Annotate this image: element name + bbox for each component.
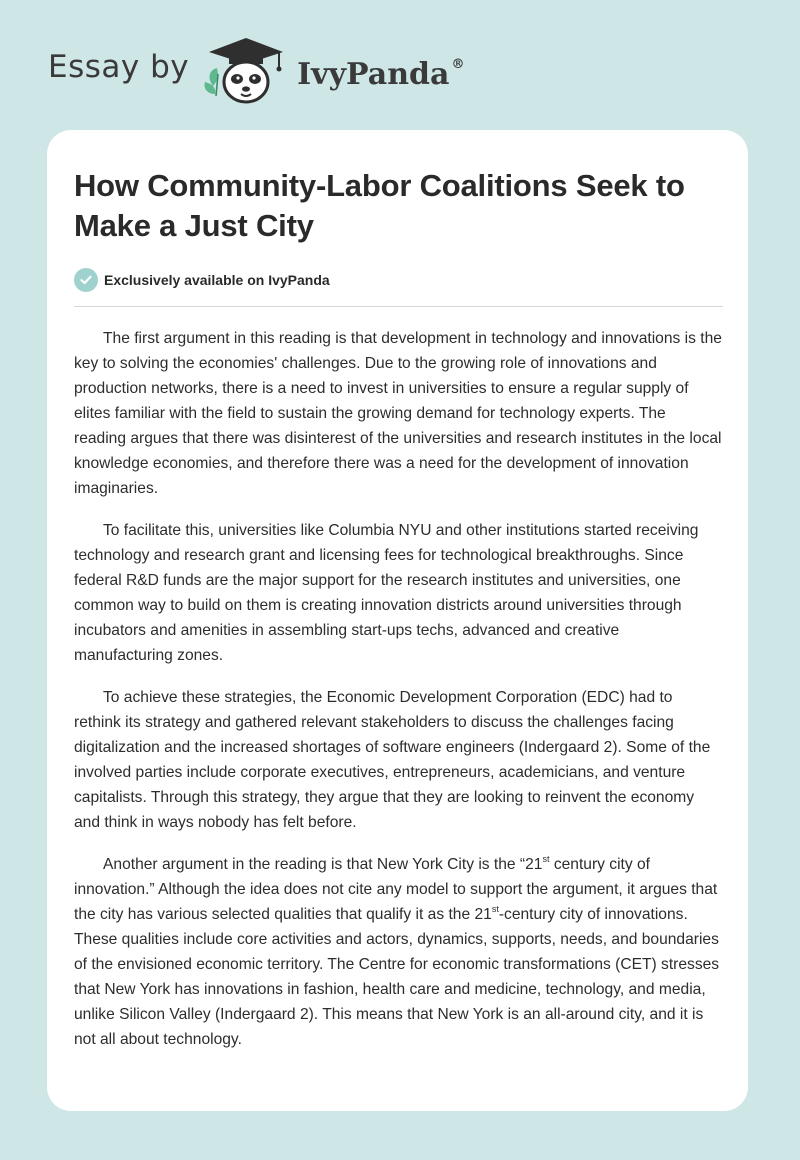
essay-by-label: Essay by [48,49,190,85]
essay-card [47,130,748,1111]
paragraph: Another argument in the reading is that New York City is the “21st century city of innovation.” Although the idea does not cite any model to support the argument, it argues that the city has various selected qualities that qualify it as the 21st-century city of innovations. These qualities include core activities and actors, dynamics, supports, needs, and boundaries of the envisioned economic territory. The Centre for economic transformations (CET) stresses that New York has innovations in fashion, health care and medicine, technology, and media, unlike Silicon Valley (Indergaard 2). This means that New York is an all-around city, and it is not all about technology. [74,854,720,1048]
paragraph: To achieve these strategies, the Economic Development Corporation (EDC) had to rethink its strategy and gathered relevant stakeholders to discuss the challenges facing digitalization and the increased shortages of software engineers (Indergaard 2). Some of the involved parties include corporate executives, entrepreneurs, academicians, and venture capitalists. Through this strategy, they argue that they are looking to reinvent the economy and think in ways nobody has felt before. [74,689,711,831]
page-title: How Community-Labor Coalitions Seek to Make a Just City [74,168,685,243]
check-circle-icon [74,268,98,292]
exclusive-badge [74,268,722,292]
essay-body [74,326,722,1052]
brand-name[interactable]: IvyPanda ® [297,56,465,92]
panda-logo-icon[interactable] [203,34,297,111]
superscript: st [542,854,550,864]
exclusive-label: Exclusively available on IvyPanda [104,272,330,288]
paragraph: To facilitate this, universities like Columbia NYU and other institutions started receiving technology and research grant and licensing fees for technological breakthroughs. Since federal R&D funds are the major support for the research institutes and universities, one common way to build on them is creating innovation districts around universities through incubators and amenities in assembling start-ups techs, advanced and creative manufacturing zones. [74,522,699,664]
site-header [48,36,464,108]
registered-mark: ® [451,56,465,72]
superscript: st [491,904,499,914]
paragraph: The first argument in this reading is that development in technology and innovations is the key to solving the economies' challenges. Due to the growing role of innovations and production networks, there is a need to invest in universities to ensure a regular supply of elites familiar with the field to sustain the growing demand for technology experts. The reading argues that there was disinterest of the universities and research institutes in the local knowledge economies, and therefore there was a need for the development of innovation imaginaries. [74,330,722,497]
divider [74,306,723,307]
